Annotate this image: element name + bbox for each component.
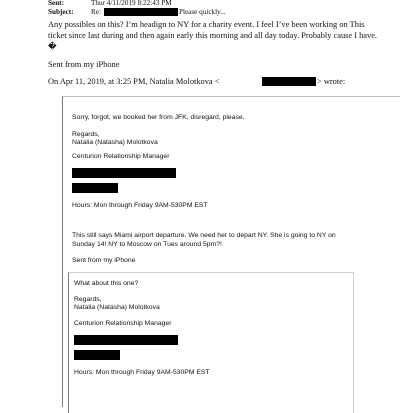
quote2-line-1: What about this one? (74, 280, 139, 287)
quote1-line-1: Sorry, forgot, we booked her from JFK, disregard, please. (72, 114, 245, 121)
redaction-block (74, 350, 120, 360)
quote1-regards: Regards, (72, 131, 100, 138)
redaction-block (104, 8, 178, 16)
quote1-message-line-1: This still says Miami airport departure. We need her to depart NY. She is going to NY on (72, 232, 336, 239)
body-line-1: Any possibles on this? I’m headign to NY for a charity event. I feel I’ve been working on This (48, 20, 365, 29)
on-date-line-suffix: > wrote: (317, 77, 346, 86)
quote2-regards: Regards, (74, 296, 102, 303)
redaction-block (72, 168, 176, 178)
quote2-hours: Hours: Mon through Friday 9AM-530PM EST (74, 369, 210, 376)
sent-value: Thur 4/11/2019 8:22:43 PM (91, 0, 172, 7)
subject-prefix: Re: (91, 8, 101, 16)
body-line-2: ticket since last during and then again early this morning and all day today. Probably cause I have. (48, 31, 378, 40)
sent-from-iphone: Sent from my iPhone (48, 60, 120, 69)
quote1-sent-from-iphone: Sent from my iPhone (72, 257, 136, 264)
quote1-hours: Hours: Mon through Friday 9AM-530PM EST (72, 202, 208, 209)
quote1-message-line-2: Sunday 14! NY to Moscow on Tues around 5pm?! (72, 241, 222, 248)
redaction-block (74, 335, 178, 345)
quote2-signature-title: Centurion Relationship Manager (74, 320, 172, 327)
redaction-block (262, 77, 316, 86)
subject-label: Subject: (48, 8, 74, 16)
on-date-line-prefix: On Apr 11, 2019, at 3:25 PM, Natalia Molotkova < (48, 77, 220, 86)
body-line-3: � (48, 42, 57, 51)
quote1-signature-title: Centurion Relationship Manager (72, 153, 170, 160)
sent-label: Sent: (48, 0, 64, 7)
quote1-signature-name: Natalia (Natasha) Molotkova (72, 139, 158, 146)
quote2-signature-name: Natalia (Natasha) Molotkova (74, 304, 160, 311)
subject-suffix: Please quickly... (179, 8, 226, 16)
redaction-block (72, 183, 118, 193)
